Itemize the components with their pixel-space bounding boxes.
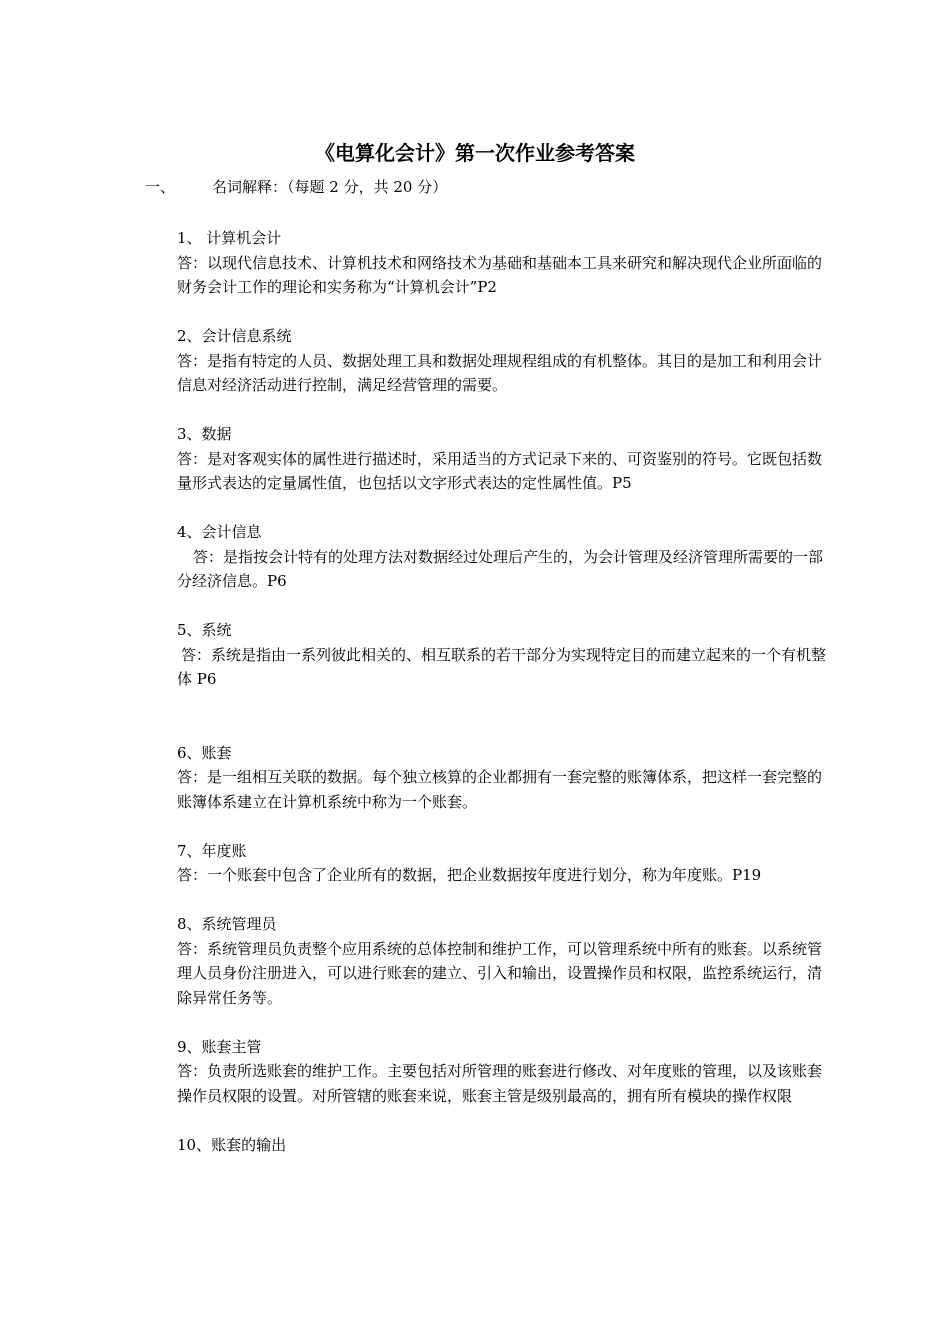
definition-answer: 答：是指有特定的人员、数据处理工具和数据处理规程组成的有机整体。其目的是加工和利用会计信息对经济活动进行控制，满足经营管理的需要。: [177, 351, 823, 394]
definition-term: 10、账套的输出: [177, 1135, 287, 1154]
definition-answer: 答：系统管理员负责整个应用系统的总体控制和维护工作，可以管理系统中所有的账套。以系统管理人员身份注册进入，可以进行账套的建立、引入和输出，设置操作员和权限，监控系统运行，清除异常任务等。: [177, 939, 823, 1007]
definition-term: 7、年度账: [177, 841, 247, 860]
section-heading: [145, 176, 447, 198]
definition-item: [177, 839, 827, 888]
definition-item: [177, 1133, 827, 1158]
document-title: 《电算化会计》第一次作业参考答案: [315, 141, 635, 165]
definition-item: [177, 226, 827, 300]
definition-item: [177, 618, 827, 692]
definition-list: [177, 226, 827, 1182]
definition-term: 6、账套: [177, 743, 232, 762]
definition-term: 5、系统: [177, 621, 232, 639]
definition-answer: 答：负责所选账套的维护工作。主要包括对所管理的账套进行修改、对年度账的管理，以及该账套操作员权限的设置。对所管辖的账套来说，账套主管是级别最高的，拥有所有模块的操作权限: [177, 1062, 823, 1105]
definition-item: [177, 912, 827, 1010]
definition-answer: 答：一个账套中包含了企业所有的数据，把企业数据按年度进行划分，称为年度账。P19: [177, 866, 762, 884]
definition-term: 8、系统管理员: [177, 915, 277, 933]
definition-item: [177, 1035, 827, 1109]
definition-answer: 答：是一组相互关联的数据。每个独立核算的企业都拥有一套完整的账簿体系，把这样一套完整的账簿体系建立在计算机系统中称为一个账套。: [177, 768, 823, 811]
definition-term: 9、账套主管: [177, 1037, 262, 1056]
definition-item: [177, 741, 827, 815]
definition-term: 3、数据: [177, 425, 232, 443]
definition-item: [177, 520, 827, 594]
definition-term: 4、会计信息: [177, 523, 262, 541]
definition-term: 1、 计算机会计: [177, 229, 282, 247]
definition-answer: 答：是对客观实体的属性进行描述时，采用适当的方式记录下来的、可资鉴别的符号。它既包括数量形式表达的定量属性值，也包括以文字形式表达的定性属性值。P5: [177, 449, 823, 492]
definition-answer: 答：系统是指由一系列彼此相关的、相互联系的若干部分为实现特定目的而建立起来的一个有机整体 P6: [177, 645, 827, 688]
section-heading-text: 名词解释：（每题 2 分，共 20 分）: [212, 178, 448, 196]
definition-item: [177, 422, 827, 496]
definition-term: 2、会计信息系统: [177, 327, 292, 345]
definition-answer: 答：以现代信息技术、计算机技术和网络技术为基础和基础本工具来研究和解决现代企业所面临的财务会计工作的理论和实务称为“计算机会计”P2: [177, 253, 823, 296]
definition-item: [177, 324, 827, 398]
section-number: 一、: [145, 178, 176, 196]
definition-answer: 答：是指按会计特有的处理方法对数据经过处理后产生的，为会计管理及经济管理所需要的一部分经济信息。P6: [177, 547, 824, 590]
